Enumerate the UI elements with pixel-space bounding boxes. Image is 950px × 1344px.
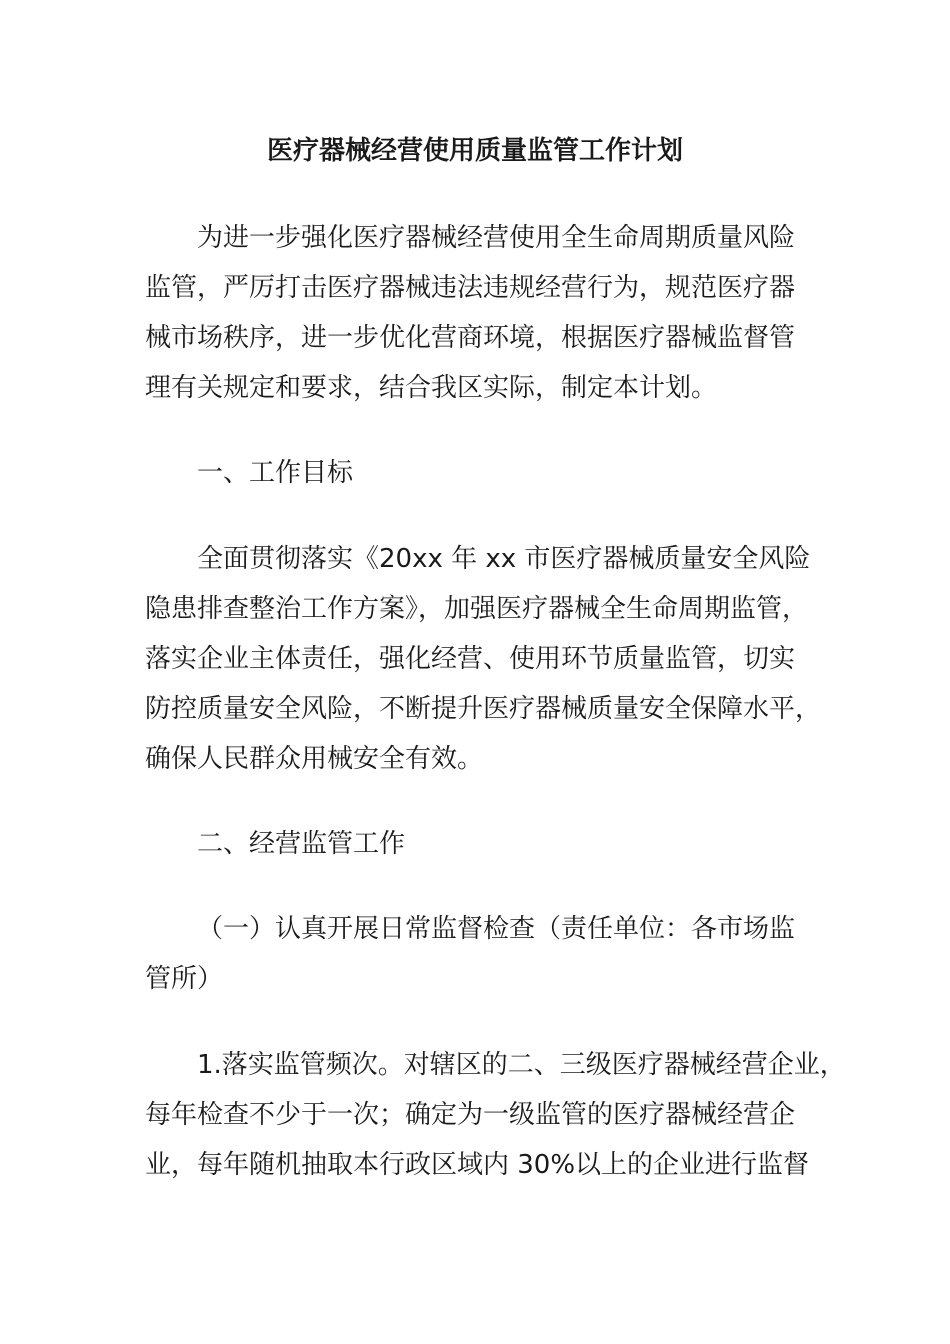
section1-line-2: 隐患排查整治工作方案》，加强医疗器械全生命周期监管， [145, 594, 809, 624]
subsection1-line-2: 管所） [145, 964, 224, 994]
intro-line-4: 理有关规定和要求，结合我区实际，制定本计划。 [145, 373, 718, 403]
item1-line-2: 每年检查不少于一次；确定为一级监管的医疗器械经营企 [145, 1100, 796, 1130]
intro-line-2: 监管，严厉打击医疗器械违法违规经营行为，规范医疗器 [145, 273, 796, 303]
subsection1-line-1: （一）认真开展日常监督检查（责任单位：各市场监 [197, 914, 796, 944]
intro-line-3: 械市场秩序，进一步优化营商环境，根据医疗器械监督管 [145, 323, 796, 353]
section2-heading: 二、经营监管工作 [197, 829, 406, 859]
document-title: 医疗器械经营使用质量监管工作计划 [266, 136, 683, 166]
item1-line-1: 1.落实监管频次。对辖区的二、三级医疗器械经营企业， [197, 1050, 846, 1080]
section1-line-1: 全面贯彻落实《20xx 年 xx 市医疗器械质量安全风险 [197, 544, 811, 574]
section1-line-4: 防控质量安全风险，不断提升医疗器械质量安全保障水平， [145, 694, 822, 724]
section1-heading: 一、工作目标 [197, 458, 354, 488]
intro-line-1: 为进一步强化医疗器械经营使用全生命周期质量风险 [197, 223, 796, 253]
section1-line-5: 确保人民群众用械安全有效。 [145, 744, 484, 774]
item1-line-3: 业，每年随机抽取本行政区域内 30%以上的企业进行监督 [145, 1150, 810, 1180]
section1-line-3: 落实企业主体责任，强化经营、使用环节质量监管，切实 [145, 644, 796, 674]
